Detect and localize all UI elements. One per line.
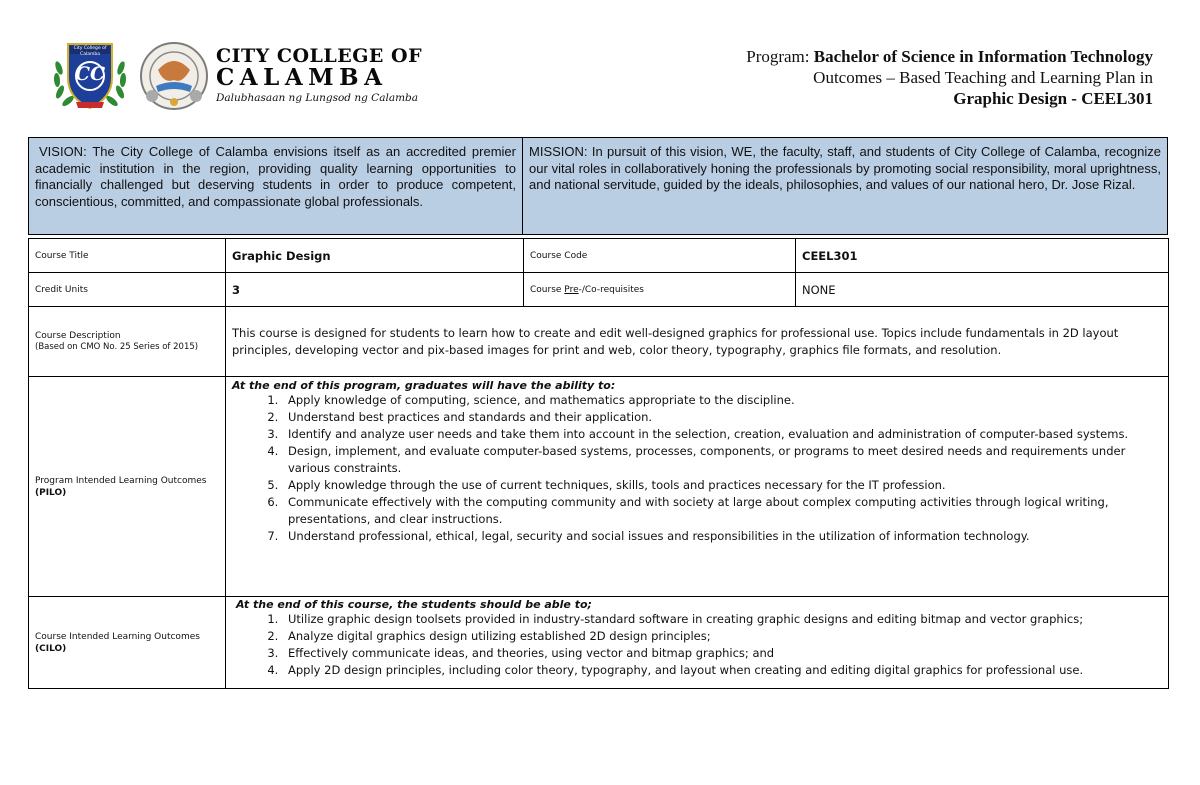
course-info-table [28, 238, 1169, 689]
pilo-heading: At the end of this program, graduates will have the ability to: [232, 379, 616, 392]
seal-text: City College of Calamba [73, 46, 107, 57]
course-code-label: Course Code [524, 239, 796, 273]
school-name-block [216, 46, 422, 105]
prerequisites-value: NONE [796, 273, 1169, 307]
credit-units-label: Credit Units [29, 273, 226, 307]
list-item: 3. Identify and analyze user needs and take them into account in the selection, creation, evaluation and administration of computer-based systems. [282, 426, 1162, 443]
pilo-label: Program Intended Learning Outcomes (PILO) [29, 377, 226, 597]
list-item: 7. Understand professional, ethical, legal, security and social issues and responsibilities in the utilization of information technology. [282, 528, 1162, 545]
cilo-label: Course Intended Learning Outcomes (CILO) [29, 597, 226, 689]
table-row-pilo [29, 377, 1169, 597]
list-item: 1. Apply knowledge of computing, science, and mathematics appropriate to the discipline. [282, 392, 1162, 409]
program-line [746, 46, 1153, 67]
city-of-calamba-seal-logo [136, 40, 212, 112]
course-code-value: CEEL301 [796, 239, 1169, 273]
course-title-label: Course Title [29, 239, 226, 273]
cilo-heading: At the end of this course, the students should be able to; [236, 598, 592, 611]
table-row-units [29, 273, 1169, 307]
seal-initials: CC [74, 63, 106, 85]
list-item: 4. Apply 2D design principles, including color theory, typography, and layout when creating and editing digital graphics for professional use. [282, 662, 1162, 679]
school-tagline: Dalubhasaan ng Lungsod ng Calamba [216, 92, 419, 104]
plan-title: Outcomes – Based Teaching and Learning Plan in [813, 68, 1153, 87]
list-item: 2. Understand best practices and standards and their application. [282, 409, 1162, 426]
list-item: 3. Effectively communicate ideas, and theories, using vector and bitmap graphics; and [282, 645, 1162, 662]
pilo-content [226, 377, 1169, 597]
list-item: 1. Utilize graphic design toolsets provided in industry-standard software in creating graphic designs and editing bitmap and vector graphics; [282, 611, 1162, 628]
program-label: Program: [746, 47, 814, 66]
table-row-description [29, 307, 1169, 377]
course-title-value: Graphic Design [226, 239, 524, 273]
pilo-list [232, 392, 1162, 545]
course-heading: Graphic Design - CEEL301 [953, 89, 1153, 108]
list-item: 4. Design, implement, and evaluate computer-based systems, processes, components, or programs to meet desired needs and requirements under various constraints. [282, 443, 1162, 477]
list-item: 5. Apply knowledge through the use of current techniques, skills, tools and practices necessary for the IT profession. [282, 477, 1162, 494]
credit-units-value: 3 [226, 273, 524, 307]
school-name-line2: CALAMBA [216, 64, 388, 91]
course-description-label: Course Description (Based on CMO No. 25 Series of 2015) [29, 307, 226, 377]
cilo-content [226, 597, 1169, 689]
vision-statement: VISION: The City College of Calamba envisions itself as an accredited premier academic institution in the region, providing quality learning opportunities to financially challenged but deserving students in order to produce competent, conscientious, committed, and compassionate global professionals. [29, 138, 523, 234]
list-item: 6. Communicate effectively with the computing community and with society at large about complex computing activities through logical writing, presentations, and clear instructions. [282, 494, 1162, 528]
cilo-list [236, 611, 1162, 679]
table-row-title [29, 239, 1169, 273]
table-row-cilo [29, 597, 1169, 689]
mission-statement: MISSION: In pursuit of this vision, WE, the faculty, staff, and students of City College of Calamba, recognize our vital roles in collaboratively honing the professionals by promoting social responsibility, moral uprightness, and national servitude, guided by the ideals, philosophies, and values of our national hero, Dr. Jose Rizal. [523, 138, 1167, 234]
course-description-value: This course is designed for students to learn how to create and edit well-designed graphics for professional use. Topics include fundamentals in 2D layout principles, developing vector and pix-based images for print and web, color theory, typography, graphics file formats, and resolution. [226, 307, 1169, 377]
program-block [746, 46, 1153, 109]
vision-mission-box [28, 137, 1168, 235]
prerequisites-label: Course Pre-/Co-requisites [524, 273, 796, 307]
program-value: Bachelor of Science in Information Technology [813, 47, 1153, 66]
list-item: 2. Analyze digital graphics design utilizing established 2D design principles; [282, 628, 1162, 645]
school-name-line1: CITY COLLEGE OF [216, 45, 423, 67]
